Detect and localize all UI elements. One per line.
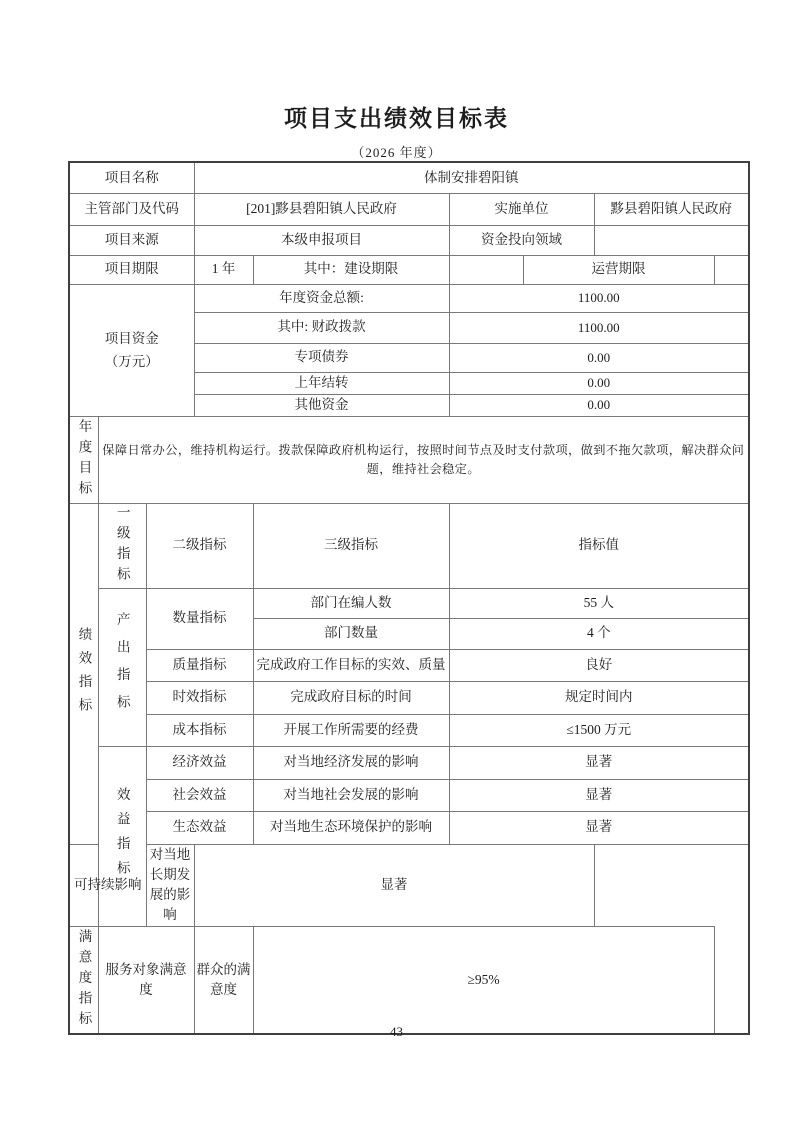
annual-goal-label: 年度目标 (76, 418, 92, 501)
table-row (69, 588, 749, 618)
dept-label-cell: 主管部门及代码 (69, 193, 194, 225)
table-row (69, 162, 749, 193)
funds-label-cell (69, 284, 194, 416)
indicator-value-cell: 55 人 (449, 588, 749, 618)
indicator-l3-cell: 完成政府工作目标的实效、质量 (253, 649, 449, 681)
table-row (69, 681, 749, 714)
impl-unit-value-cell: 黟县碧阳镇人民政府 (594, 193, 749, 225)
fund-row-name: 年度资金总额: (194, 284, 449, 312)
indicator-value-cell: 4 个 (449, 618, 749, 649)
fund-row-value: 0.00 (449, 343, 749, 372)
indicator-value-cell: ≤1500 万元 (449, 714, 749, 746)
project-name-value-cell: 体制安排碧阳镇 (194, 162, 749, 193)
indicator-l2-cell: 数量指标 (146, 588, 253, 649)
indicators-label-cell (69, 503, 98, 844)
header-level3-cell: 三级指标 (253, 503, 449, 588)
header-value-cell: 指标值 (449, 503, 749, 588)
group-output-name-cell (98, 588, 146, 746)
indicator-l3-cell: 部门在编人数 (253, 588, 449, 618)
fund-row-value: 1100.00 (449, 312, 749, 343)
fund-row-value: 0.00 (449, 372, 749, 394)
indicator-l3-cell: 开展工作所需要的经费 (253, 714, 449, 746)
page-subtitle: （2026 年度） (351, 145, 442, 160)
indicator-l2-cell: 社会效益 (146, 779, 253, 811)
indicator-value-cell: 规定时间内 (449, 681, 749, 714)
indicator-l3-cell: 群众的满意度 (194, 926, 253, 1034)
indicator-l2-cell: 成本指标 (146, 714, 253, 746)
table-row (69, 255, 749, 284)
table-row (69, 649, 749, 681)
source-label-cell: 项目来源 (69, 225, 194, 255)
build-period-value-cell (449, 255, 523, 284)
group-satisfaction-name: 满意度指标 (76, 928, 92, 1031)
period-label-cell: 项目期限 (69, 255, 194, 284)
indicator-l2-cell: 时效指标 (146, 681, 253, 714)
invest-field-value-cell (594, 225, 749, 255)
indicator-l3-cell: 对当地生态环境保护的影响 (253, 811, 449, 844)
project-name-label-cell: 项目名称 (69, 162, 194, 193)
period-value-cell: 1 年 (194, 255, 253, 284)
fund-row-value: 1100.00 (449, 284, 749, 312)
table-row (69, 811, 749, 844)
indicator-value-cell: 显著 (449, 746, 749, 779)
source-value-cell: 本级申报项目 (194, 225, 449, 255)
invest-field-label-cell: 资金投向领域 (449, 225, 594, 255)
fund-row-name: 上年结转 (194, 372, 449, 394)
indicator-value-cell: 显著 (449, 779, 749, 811)
fund-row-name: 专项债券 (194, 343, 449, 372)
header-level1-label: 一级指标 (114, 504, 130, 587)
header-level1-cell (98, 503, 146, 588)
group-benefit-name: 效益指标 (114, 787, 130, 885)
fund-row-name: 其他资金 (194, 394, 449, 416)
group-output-name: 产出指标 (114, 612, 130, 722)
fund-row-value: 0.00 (449, 394, 749, 416)
table-row (69, 844, 749, 926)
page-number: 43 (390, 1024, 403, 1039)
indicator-l3-cell: 对当地社会发展的影响 (253, 779, 449, 811)
performance-target-table (68, 161, 750, 1035)
indicator-l2-cell: 质量指标 (146, 649, 253, 681)
indicator-l3-cell: 部门数量 (253, 618, 449, 649)
indicator-value-cell: 显著 (449, 811, 749, 844)
page-title: 项目支出绩效目标表 (284, 106, 509, 131)
indicator-value-cell: ≥95% (253, 926, 714, 1034)
funds-label-line1: 项目资金 (104, 331, 159, 346)
indicator-l3-cell: 对当地经济发展的影响 (253, 746, 449, 779)
table-row (69, 746, 749, 779)
indicator-l2-cell: 服务对象满意度 (98, 926, 194, 1034)
dept-value-cell: [201]黟县碧阳镇人民政府 (194, 193, 449, 225)
table-row (69, 926, 749, 1034)
table-row (69, 225, 749, 255)
indicator-l2-cell: 可持续影响 (69, 844, 146, 926)
header-level2-cell: 二级指标 (146, 503, 253, 588)
impl-unit-label-cell: 实施单位 (449, 193, 594, 225)
table-row (69, 714, 749, 746)
group-satisfaction-name-cell (69, 926, 98, 1034)
indicator-l3-cell: 对当地长期发展的影响 (146, 844, 194, 926)
operate-period-value-cell (714, 255, 749, 284)
table-row (69, 193, 749, 225)
annual-goal-label-cell (69, 416, 98, 503)
funds-label-line2: （万元） (104, 354, 159, 369)
indicator-l2-cell: 经济效益 (146, 746, 253, 779)
table-row (69, 503, 749, 588)
table-row (69, 416, 749, 503)
operate-period-label-cell: 运营期限 (523, 255, 714, 284)
indicator-value-cell: 良好 (449, 649, 749, 681)
indicator-value-cell: 显著 (194, 844, 594, 926)
indicator-l2-cell: 生态效益 (146, 811, 253, 844)
table-row (69, 779, 749, 811)
build-period-label-cell: 其中：建设期限 (253, 255, 449, 284)
indicator-l3-cell: 完成政府目标的时间 (253, 681, 449, 714)
table-row (69, 284, 749, 312)
indicators-label: 绩效指标 (76, 626, 92, 721)
annual-goal-text-cell: 保障日常办公，维持机构运行。拨款保障政府机构运行，按照时间节点及时支付款项，做到不拖欠款项，解决群众问题，维持社会稳定。 (98, 416, 749, 503)
fund-row-name: 其中: 财政拨款 (194, 312, 449, 343)
